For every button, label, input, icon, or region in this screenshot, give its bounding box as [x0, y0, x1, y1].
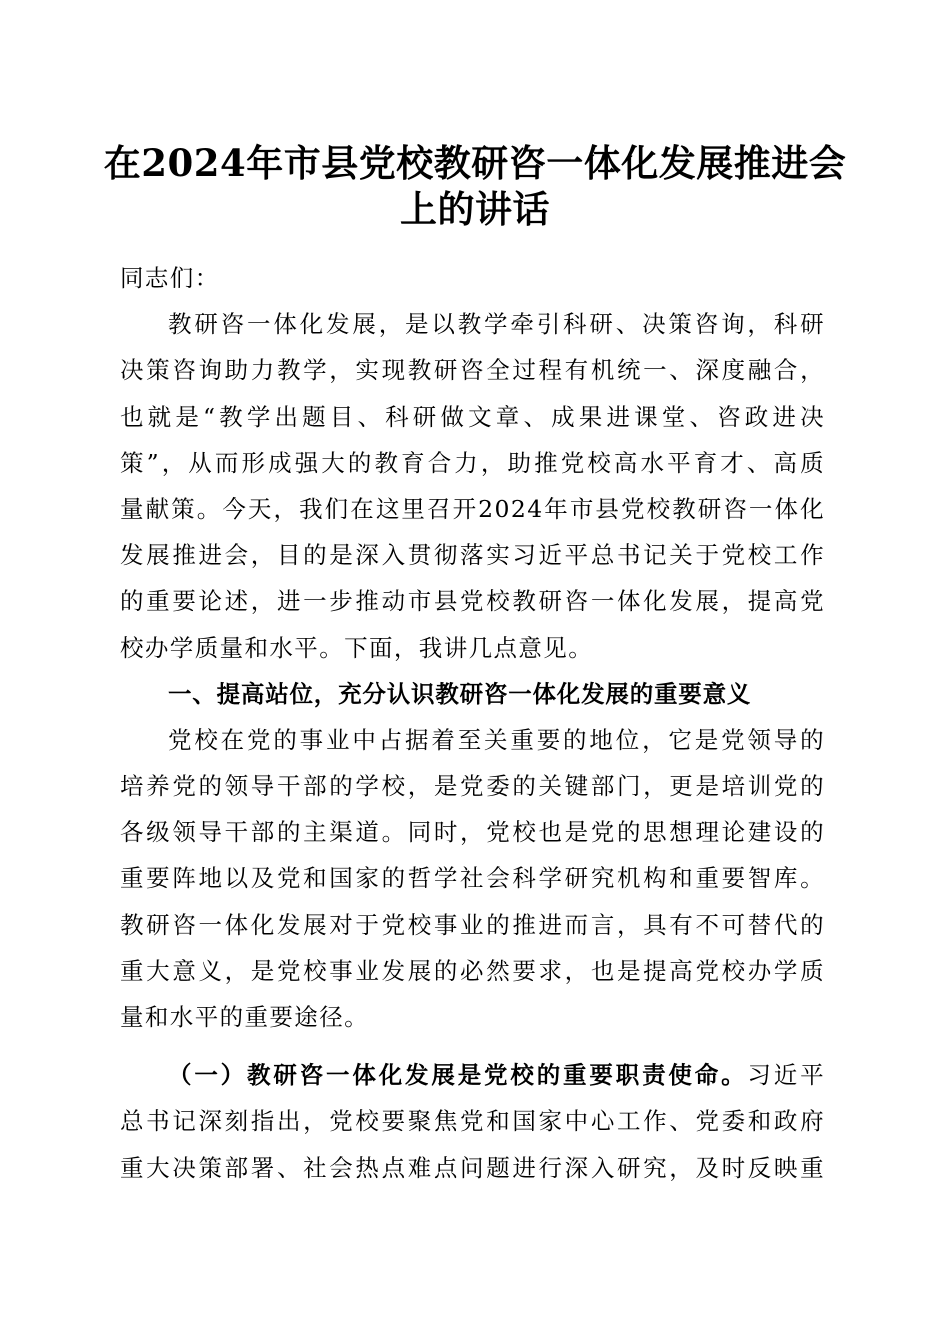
intro-line-7: 的重要论述，进一步推动市县党校教研咨一体化发展，提高党: [120, 587, 825, 616]
title-line-2: 上的讲话: [400, 187, 550, 231]
intro-line-8: 校办学质量和水平。下面，我讲几点意见。: [120, 633, 594, 662]
subsection-1-line-2: 总书记深刻指出，党校要聚焦党和国家中心工作、党委和政府: [120, 1107, 825, 1136]
title-line-1: 在2024年市县党校教研咨一体化发展推进会: [103, 141, 847, 185]
subsection-1-heading: （一）教研咨一体化发展是党校的重要职责使命。: [168, 1061, 748, 1090]
section-1-line-3: 各级领导干部的主渠道。同时，党校也是党的思想理论建设的: [120, 818, 825, 847]
salutation: 同志们：: [120, 264, 220, 292]
intro-line-4: 策”，从而形成强大的教育合力，助推党校高水平育才、高质: [120, 448, 825, 477]
intro-line-1: 教研咨一体化发展，是以教学牵引科研、决策咨询，科研: [168, 310, 825, 339]
subsection-1-first-rest: 习近平: [747, 1061, 825, 1090]
section-1-line-7: 量和水平的重要途径。: [120, 1003, 369, 1031]
subsection-1-line-1: [120, 1052, 825, 1098]
subsection-1-line-3: 重大决策部署、社会热点难点问题进行深入研究，及时反映重: [120, 1153, 825, 1182]
document-body: [120, 255, 825, 1191]
intro-line-3: 也就是“教学出题目、科研做文章、成果进课堂、咨政进决: [120, 402, 825, 431]
section-1-heading: 一、提高站位，充分认识教研咨一体化发展的重要意义: [168, 679, 752, 708]
document-title: [100, 140, 850, 232]
section-1-line-6: 重大意义，是党校事业发展的必然要求，也是提高党校办学质: [120, 956, 825, 985]
section-1-line-2: 培养党的领导干部的学校，是党委的关键部门，更是培训党的: [120, 772, 825, 801]
section-1-line-1: 党校在党的事业中占据着至关重要的地位，它是党领导的: [168, 725, 825, 754]
section-1-line-4: 重要阵地以及党和国家的哲学社会科学研究机构和重要智库。: [120, 864, 825, 893]
intro-line-6: 发展推进会，目的是深入贯彻落实习近平总书记关于党校工作: [120, 541, 825, 570]
intro-line-5: 量献策。今天，我们在这里召开2024年市县党校教研咨一体化: [120, 494, 825, 523]
section-1-line-5: 教研咨一体化发展对于党校事业的推进而言，具有不可替代的: [120, 910, 825, 939]
intro-line-2: 决策咨询助力教学，实现教研咨全过程有机统一、深度融合，: [120, 356, 825, 385]
